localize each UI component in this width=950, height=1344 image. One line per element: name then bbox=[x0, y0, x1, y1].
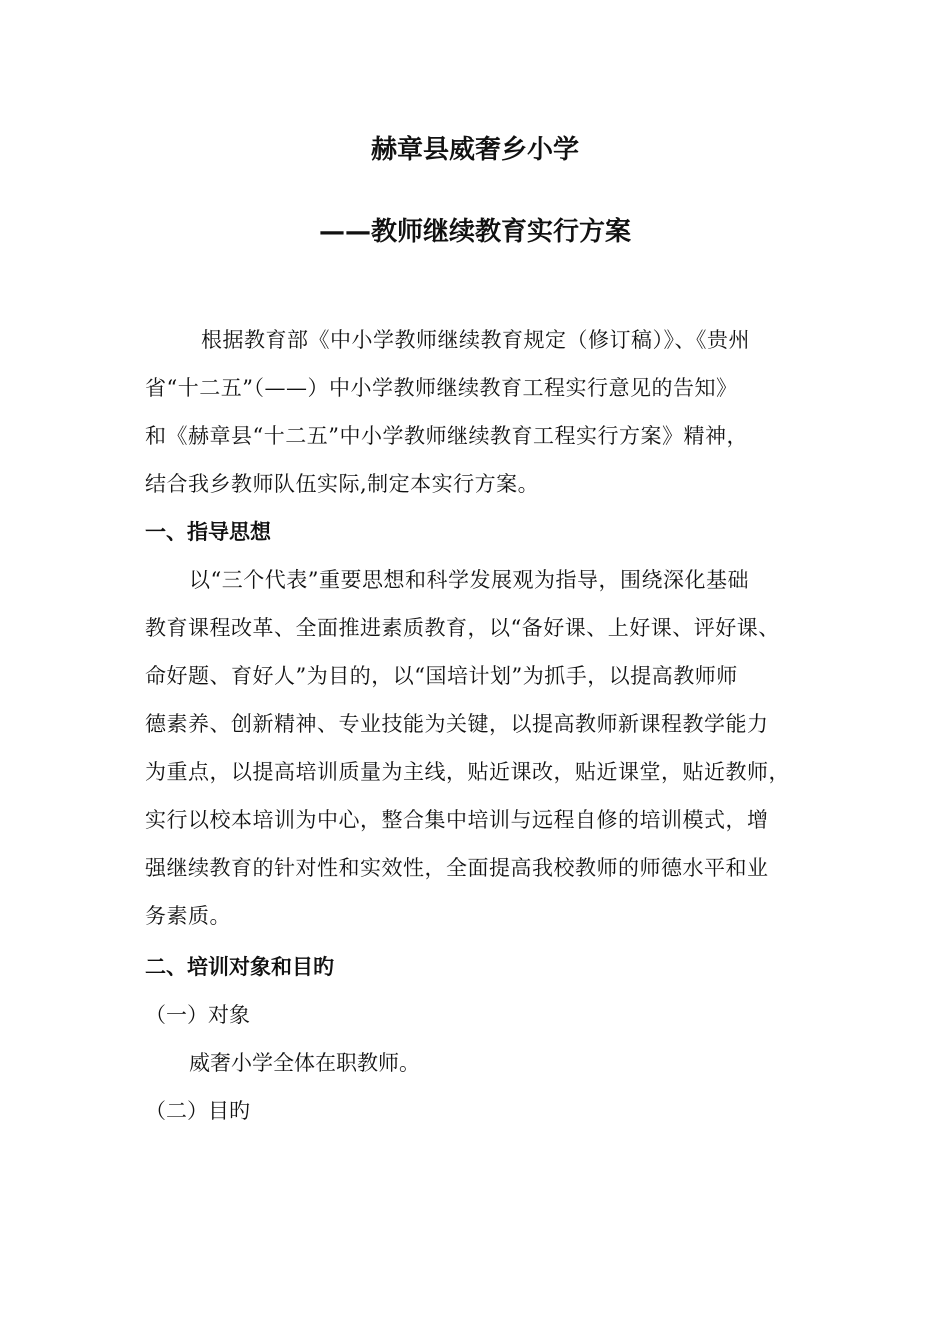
section1-line-7: 强继续教育的针对性和实效性，全面提高我校教师的师德水平和业 bbox=[145, 856, 769, 880]
section-heading-2: 二、培训对象和目旳 bbox=[145, 955, 334, 979]
intro-line-1: 根据教育部《中小学教师继续教育规定（修订稿）》、《贵州 bbox=[201, 328, 750, 352]
subsection-label-1: （一）对象 bbox=[145, 1003, 250, 1027]
intro-line-2: 省“十二五”（——）中小学教师继续教育工程实行意见的告知》 bbox=[145, 376, 738, 400]
document-subtitle: ——教师继续教育实行方案 bbox=[318, 217, 631, 247]
section1-line-5: 为重点，以提高培训质量为主线，贴近课改，贴近课堂，贴近教师， bbox=[145, 760, 790, 784]
subsection-text-1: 威奢小学全体在职教师。 bbox=[189, 1051, 420, 1075]
intro-paragraph bbox=[145, 316, 810, 508]
section-heading-1: 一、指导思想 bbox=[145, 520, 271, 544]
section1-paragraph bbox=[145, 556, 810, 940]
section1-line-8: 务素质。 bbox=[145, 904, 231, 928]
section1-line-4: 德素养、创新精神、专业技能为关键，以提高教师新课程教学能力 bbox=[145, 712, 769, 736]
subsection-label-2: （二）目旳 bbox=[145, 1099, 250, 1123]
section1-line-6: 实行以校本培训为中心，整合集中培训与远程自修的培训模式，增 bbox=[145, 808, 769, 832]
section1-line-2: 教育课程改革、全面推进素质教育，以“备好课、上好课、评好课、 bbox=[145, 616, 780, 640]
document-title: 赫章县威奢乡小学 bbox=[370, 135, 579, 165]
intro-line-4: 结合我乡教师队伍实际,制定本实行方案。 bbox=[145, 472, 540, 496]
intro-line-3: 和《赫章县“十二五”中小学教师继续教育工程实行方案》精神， bbox=[145, 424, 748, 448]
section1-line-3: 命好题、育好人”为目的，以“国培计划”为抓手，以提高教师师 bbox=[145, 664, 738, 688]
section1-line-1: 以“三个代表”重要思想和科学发展观为指导，围绕深化基础 bbox=[189, 568, 749, 592]
